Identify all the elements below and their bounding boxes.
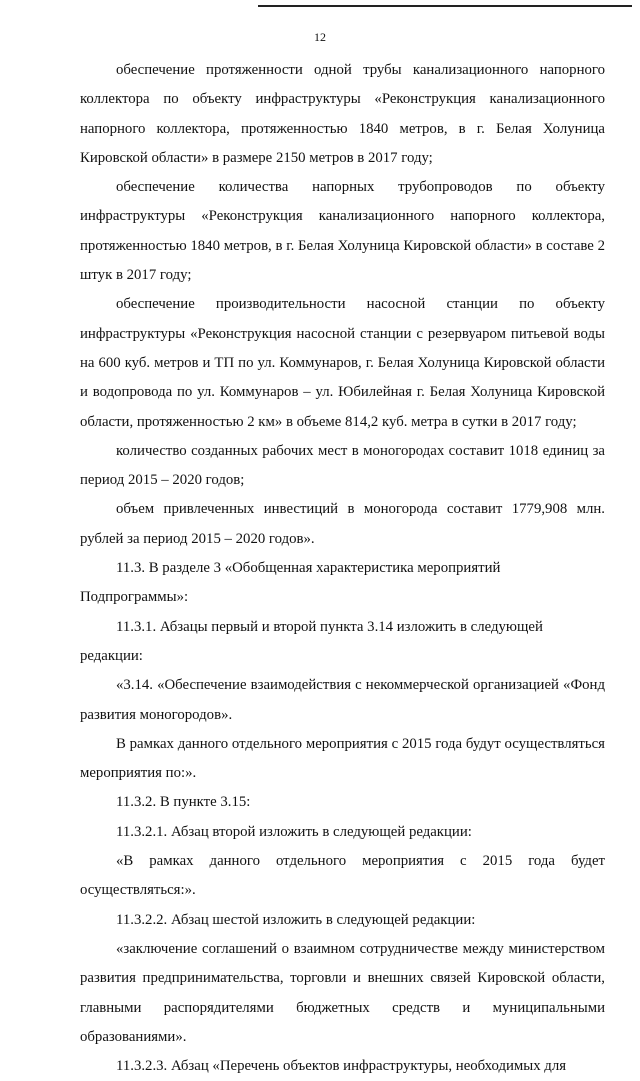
document-body [80,56,605,1081]
paragraph: обеспечение протяженности одной трубы канализационного напорного коллектора по объекту инфраструктуры «Реконструкция канализационного напорного коллектора, протяженностью 1840 метров, в г. Белая Холуница Кировской области» в размере 2150 метров в 2017 году; [80,62,605,166]
paragraph: 11.3.2. В пункте 3.15: [116,794,251,811]
paragraph: 11.3.2.3. Абзац «Перечень объектов инфраструктуры, необходимых для [116,1058,567,1075]
paragraph: обеспечение производительности насосной станции по объекту инфраструктуры «Реконструкция насосной станции с резервуаром питьевой воды на 600 куб. метров и ТП по ул. Коммунаров, г. Белая Холуница Кировской области и водопровода по ул. Коммунаров – ул. Юбилейная г. Белая Холуница Кировской области, протяженностью 2 км» в объеме 814,2 куб. метра в сутки в 2017 году; [80,296,605,430]
page-number: 12 [314,30,326,44]
paragraph: В рамках данного отдельного мероприятия с 2015 года будут осуществляться мероприятия по:». [80,735,605,782]
paragraph: обеспечение количества напорных трубопроводов по объекту инфраструктуры «Реконструкция канализационного напорного коллектора, протяженностью 1840 метров, в г. Белая Холуница Кировской области» в составе 2 штук в 2017 году; [80,179,605,284]
top-rule [258,5,632,7]
paragraph: 11.3.2.2. Абзац шестой изложить в следующей редакции: [116,911,476,928]
paragraph: «заключение соглашений о взаимном сотрудничестве между министерством развития предпринимательства, торговли и внешних связей Кировской области, главными распорядителями бюджетных средств и муниципальными образованиями». [80,940,605,1045]
paragraph: «3.14. «Обеспечение взаимодействия с некоммерческой организацией «Фонд развития моногородов». [80,677,605,723]
paragraph: 11.3.2.1. Абзац второй изложить в следующей редакции: [116,823,472,840]
paragraph: количество созданных рабочих мест в моногородах составит 1018 единиц за период 2015 – 2020 годов; [80,442,605,489]
paragraph: 11.3. В разделе 3 «Обобщенная характеристика мероприятий Подпрограммы»: [80,560,501,606]
paragraph: 11.3.1. Абзацы первый и второй пункта 3.14 изложить в следующей редакции: [80,618,543,664]
paragraph: объем привлеченных инвестиций в моногорода составит 1779,908 млн. рублей за период 2015 – 2020 годов». [80,501,605,547]
paragraph: «В рамках данного отдельного мероприятия с 2015 года будет осуществляться:». [80,853,605,899]
